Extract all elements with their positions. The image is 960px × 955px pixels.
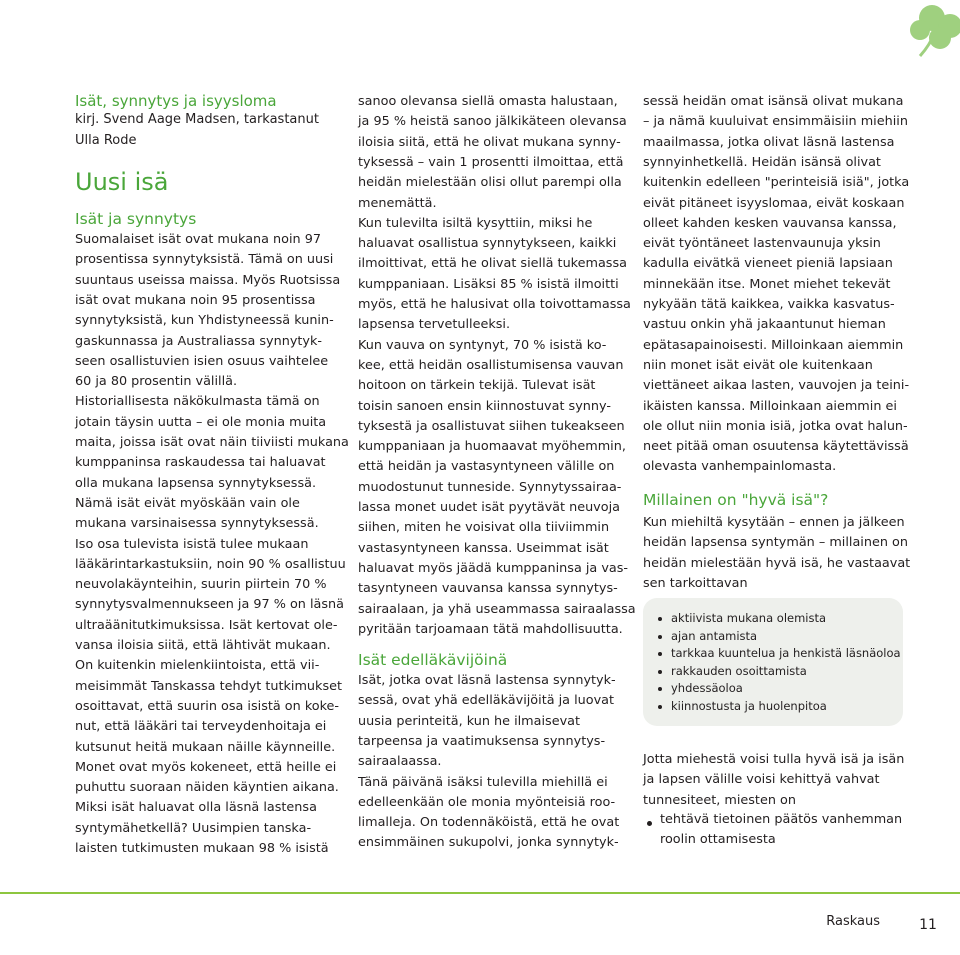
bullet-item: ajan antamista: [671, 628, 758, 643]
text-line: minnekään itse. Monet miehet tekevät: [643, 276, 891, 292]
text-line: Jotta miehestä voisi tulla hyvä isä ja isän: [643, 752, 905, 767]
text-line: jotain täysin uutta – ei ole monia muita: [75, 414, 327, 430]
text-line: 60 ja 80 prosentin välillä.: [75, 374, 238, 390]
bullet-item: kiinnostusta ja huolenpitoa: [671, 698, 827, 713]
text-line: siihen, miten he voisivat olla tiiviimmin: [358, 520, 610, 536]
text-line: haluavat osallistua synnytykseen, kaikki: [358, 236, 617, 252]
bullet-box: [643, 598, 903, 726]
footer-section: Raskaus: [826, 914, 880, 929]
text-line: iloisia siitä, että he olivat mukana synny-: [358, 134, 621, 150]
text-line: kuitenkin edelleen "perinteisiä isiä", jotka: [643, 175, 910, 191]
text-line: synnytysvalmennukseen ja 97 % on läsnä: [75, 597, 345, 613]
text-line: toisin sanoen ensin kiinnostuvat synny-: [358, 398, 611, 414]
text-line: epätasapainoisesti. Milloinkaan aiemmin: [643, 337, 904, 353]
text-line: myös, että he halusivat olla toivottamassa: [358, 297, 631, 312]
text-line: Tänä päivänä isäksi tulevilla miehillä ei: [358, 774, 608, 790]
text-line: olleet kahden kesken vauvansa kanssa,: [643, 215, 897, 231]
text-line: vansa iloisia siitä, että lähtivät mukaan.: [75, 638, 331, 653]
text-line: muodostunut tunneside. Synnytyssairaa-: [358, 479, 622, 495]
clover-icon: [880, 0, 960, 60]
text-line: ilmoittivat, että he olivat siellä tukemassa: [358, 256, 627, 272]
text-line: Nämä isät eivät myöskään vain ole: [75, 495, 300, 511]
text-line: neet pitää oman osuutensa käytettävissä: [643, 439, 909, 455]
text-line: ikäisten kanssa. Milloinkaan aiemmin ei: [643, 398, 897, 414]
text-line: puhuttu suoraan näiden käyntien aikana.: [75, 780, 339, 796]
text-line: nut, että lääkäri tai terveydenhoitaja ei: [75, 719, 327, 735]
text-line: vastuu onkin yhä jakaantunut hieman: [643, 317, 886, 333]
text-line: olevasta vanhempainlomasta.: [643, 459, 837, 475]
text-line: Historiallisesta näkökulmasta tämä on: [75, 394, 320, 410]
text-line: ja 95 % heistä sanoo jälkikäteen olevansa: [358, 114, 627, 130]
section-heading: Isät ja synnytys: [75, 210, 197, 228]
text-line: hoitoon on tärkein tekijä. Tulevat isät: [358, 378, 596, 394]
text-line: – ja nämä kuuluivat ensimmäisiin miehiin: [643, 114, 908, 130]
page-title: Uusi isä: [75, 168, 169, 196]
text-line: Iso osa tulevista isistä tulee mukaan: [75, 536, 309, 552]
text-line: seen osallistuvien isien osuus vaihtelee: [75, 353, 329, 369]
text-line: isät ovat mukana noin 95 prosentissa: [75, 292, 316, 308]
text-line: ensimmäinen sukupolvi, jonka synnytyk-: [358, 835, 619, 851]
text-line: sanoo olevansa siellä omasta halustaan,: [358, 94, 618, 109]
bullet-item: yhdessäoloa: [671, 681, 743, 695]
text-line: Isät, jotka ovat läsnä lastensa synnytyk-: [358, 673, 616, 688]
text-line: laisten tutkimusten mukaan 98 % isistä: [75, 841, 329, 856]
text-line: viettäneet aikaa lasten, vauvojen ja teini-: [643, 378, 910, 394]
text-line: tyksestä ja osallistuvat siihen tukeakseen: [358, 418, 625, 434]
text-line: ole ollut niin monia isiä, jotka ovat halun-: [643, 418, 908, 434]
text-line: heidän mielestään hyvä isä, he vastaavat: [643, 555, 911, 571]
byline-line: kirj. Svend Aage Madsen, tarkastanut: [75, 112, 319, 127]
text-line: synnytyksistä, kun Yhdistyneessä kunin-: [75, 313, 334, 329]
text-line: eivät pitäneet isyyslomaa, eivät koskaan: [643, 195, 905, 211]
text-line: sessä heidän omat isänsä olivat mukana: [643, 94, 904, 109]
text-line: edelleenkään ole monia myönteisiä roo-: [358, 794, 616, 810]
text-line: Suomalaiset isät ovat mukana noin 97: [75, 232, 322, 247]
text-line: että heidän ja vastasyntyneen välille on: [358, 459, 615, 475]
text-line: heidän mielestään olisi ollut parempi olla: [358, 175, 622, 191]
text-line: eivät työntäneet lastenvaunuja yksin: [643, 236, 881, 252]
text-line: tunnesiteet, miesten on: [643, 792, 796, 808]
text-line: ja lapsen välille voisi kehittyä vahvat: [643, 772, 880, 788]
text-line: olla mukana lapsensa synnytyksessä.: [75, 475, 317, 491]
text-line: lapsensa tervetulleeksi.: [358, 317, 511, 333]
text-line: tyksessä – vain 1 prosentti ilmoittaa, että: [358, 154, 624, 170]
text-line: vastasyntyneen kanssa. Useimmat isät: [358, 540, 609, 556]
text-line: nykyään tätä kaikkea, vaikka kasvatus-: [643, 297, 895, 312]
final-bullet-line: roolin ottamisesta: [660, 832, 776, 847]
text-line: kumppaniaan ja huomaavat myöhemmin,: [358, 439, 626, 455]
bullet-item: tarkkaa kuuntelua ja henkistä läsnäoloa: [671, 646, 901, 660]
text-line: sessä, ovat yhä edelläkävijöitä ja luovat: [358, 693, 615, 709]
text-line: Kun vauva on syntynyt, 70 % isistä ko-: [358, 337, 607, 353]
text-line: lassa monet uudet isät pyytävät neuvoja: [358, 500, 620, 515]
text-line: lääkärintarkastuksiin, noin 90 % osallistuu: [75, 556, 346, 572]
text-line: ultraäänitutkimuksissa. Isät kertovat ole-: [75, 617, 338, 633]
section-heading: Millainen on "hyvä isä"?: [643, 491, 829, 509]
text-line: tasyntyneen vauvansa kanssa synnytys-: [358, 581, 618, 597]
bullet-item: rakkauden osoittamista: [671, 663, 807, 678]
text-line: menemättä.: [358, 195, 437, 211]
text-line: Monet ovat myös kokeneet, että heille ei: [75, 759, 337, 775]
text-line: mukana varsinaisessa synnytyksessä.: [75, 516, 319, 532]
text-line: gaskunnassa ja Australiassa synnytyk-: [75, 333, 323, 349]
text-line: kumppaninsa raskaudessa tai haluavat: [75, 455, 326, 471]
kicker: Isät, synnytys ja isyysloma: [75, 92, 277, 110]
text-line: On kuitenkin mielenkiintoista, että vii-: [75, 658, 320, 674]
text-line: maailmassa, jotka olivat läsnä lastensa: [643, 134, 895, 150]
bullet-dot: [647, 821, 652, 826]
text-line: kutsunut heitä mukaan näille käynneille.: [75, 739, 336, 755]
text-line: heidän lapsensa syntymän – millainen on: [643, 535, 908, 551]
text-line: sen tarkoittavan: [643, 575, 748, 591]
text-line: uusia perinteitä, kun he ilmaisevat: [358, 713, 581, 729]
text-line: haluavat myös jäädä kumppaninsa ja vas-: [358, 560, 629, 576]
text-line: tarpeensa ja vaatimuksensa synnytys-: [358, 733, 606, 749]
text-line: neuvolakäynteihin, suurin piirtein 70 %: [75, 577, 327, 593]
text-line: prosentissa synnytyksistä. Tämä on uusi: [75, 252, 334, 268]
section-heading: Isät edelläkävijöinä: [358, 651, 508, 669]
text-line: kee, että heidän osallistumisensa vauvan: [358, 357, 624, 373]
text-line: niin monet isät eivät ole kuitenkaan: [643, 357, 873, 373]
text-line: meisimmät Tanskassa tehdyt tutkimukset: [75, 678, 343, 694]
text-line: synnyinhetkellä. Heidän isänsä olivat: [643, 154, 881, 170]
footer-rule: [0, 892, 960, 894]
text-line: Kun tulevilta isiltä kysyttiin, miksi he: [358, 215, 593, 231]
text-line: pyritään tarjoamaan tätä mahdollisuutta.: [358, 621, 623, 637]
bullet-item: aktiivista mukana olemista: [671, 611, 827, 625]
page-number: 11: [919, 917, 937, 933]
text-line: osoittavat, että suurin osa isistä on koke-: [75, 698, 340, 714]
text-line: suuntaus useissa maissa. Myös Ruotsissa: [75, 272, 341, 288]
final-bullet-line: tehtävä tietoinen päätös vanhemman: [660, 812, 903, 827]
text-line: Kun miehiltä kysytään – ennen ja jälkeen: [643, 515, 905, 530]
text-line: limalleja. On todennäköistä, että he ovat: [358, 815, 620, 831]
text-line: syntymähetkellä? Uusimpien tanska-: [75, 820, 312, 836]
text-line: maita, joissa isät ovat näin tiiviisti mukana: [75, 435, 349, 450]
byline-line: Ulla Rode: [75, 133, 137, 148]
text-line: sairaalaassa.: [358, 754, 442, 770]
text-line: kadulla eivätkä vieneet pieniä lapsiaan: [643, 256, 893, 272]
text-line: kumppaniaan. Lisäksi 85 % isistä ilmoitti: [358, 276, 619, 292]
text-line: sairaalaan, ja yhä useammassa sairaalassa: [358, 601, 636, 617]
text-line: Miksi isät haluavat olla läsnä lastensa: [75, 800, 317, 816]
